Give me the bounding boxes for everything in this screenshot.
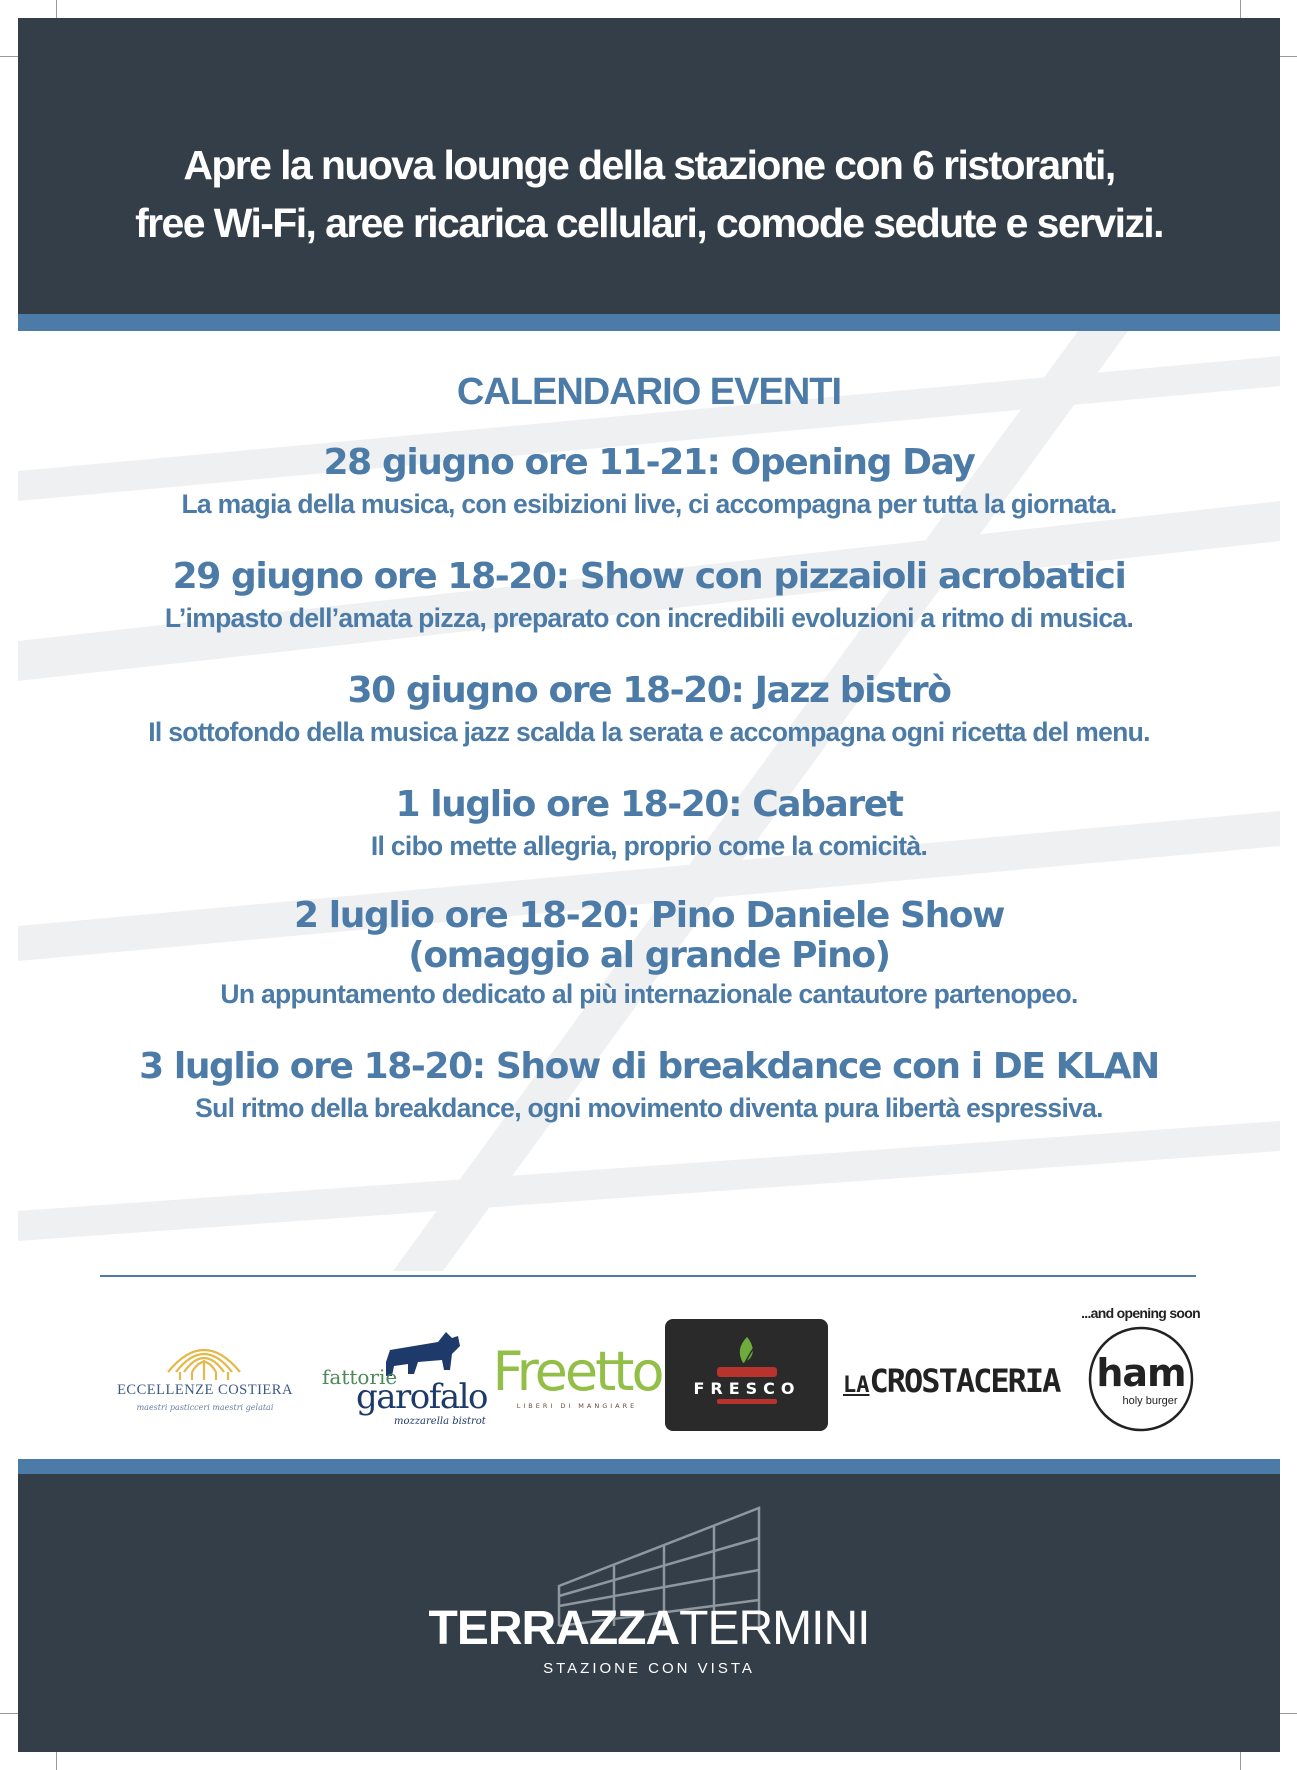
brand-name	[18, 1604, 1280, 1654]
brand-tagline: STAZIONE CON VISTA	[543, 1660, 755, 1677]
headline-line-1: Apre la nuova lounge della stazione con 6 ristoranti,	[183, 142, 1115, 188]
eccellenze-name: ECCELLENZE COSTIERA	[117, 1382, 293, 1398]
event-description: Un appuntamento dedicato al più internazionale cantautore partenopeo.	[220, 979, 1078, 1009]
crostaceria-la: LA	[843, 1373, 870, 1398]
headline-line-2: free Wi-Fi, aree ricarica cellulari, comode sedute e servizi.	[135, 200, 1163, 246]
restaurant-logos	[0, 1310, 1297, 1450]
separator-line	[100, 1275, 1196, 1277]
brand-name-bold: TERRAZZA	[428, 1602, 680, 1655]
fattorie-garofalo-logo	[318, 1320, 493, 1430]
event-item	[18, 554, 1280, 636]
freetto-name: Freetto	[492, 1340, 662, 1403]
event-title: 1 luglio ore 18-20: Cabaret	[395, 784, 903, 825]
event-title	[18, 896, 1280, 976]
fresco-logo	[665, 1319, 828, 1431]
event-title: 3 luglio ore 18-20: Show di breakdance con i DE KLAN	[139, 1046, 1159, 1087]
opening-soon-label: ...and opening soon	[1081, 1305, 1200, 1321]
event-title-line-1: 2 luglio ore 18-20: Pino Daniele Show	[294, 895, 1004, 936]
event-item	[18, 668, 1280, 750]
event-title-line-2: (omaggio al grande Pino)	[408, 935, 890, 976]
header-stripe	[18, 314, 1280, 331]
event-item	[18, 440, 1280, 522]
ham-holy-burger-logo	[1086, 1324, 1196, 1434]
event-description: La magia della musica, con esibizioni live, ci accompagna per tutta la giornata.	[181, 489, 1117, 519]
event-title: 30 giugno ore 18-20: Jazz bistrò	[347, 670, 951, 711]
event-title: 28 giugno ore 11-21: Opening Day	[323, 442, 975, 483]
event-calendar	[18, 370, 1280, 1158]
event-item	[18, 782, 1280, 864]
event-description: Sul ritmo della breakdance, ogni movimento diventa pura libertà espressiva.	[195, 1093, 1103, 1123]
event-item	[18, 896, 1280, 1012]
garofalo-top: fattorie	[322, 1365, 398, 1389]
calendar-heading: CALENDARIO EVENTI	[456, 371, 842, 413]
eccellenze-tagline: maestri pasticceri maestri gelatai	[136, 1403, 274, 1412]
ham-sub: holy burger	[1122, 1395, 1178, 1407]
freetto-sub: LIBERI DI MANGIARE	[516, 1402, 638, 1410]
garofalo-sub: mozzarella bistrot	[394, 1416, 486, 1427]
event-description: L’impasto dell’amata pizza, preparato con incredibili evoluzioni a ritmo di musica.	[164, 603, 1134, 633]
headline	[18, 136, 1280, 252]
la-crostaceria-logo	[843, 1362, 1059, 1400]
crostaceria-name: CROSTACERIA	[869, 1362, 1060, 1400]
footer-stripe	[18, 1459, 1280, 1474]
freetto-logo	[492, 1334, 662, 1419]
footer-band	[18, 1474, 1280, 1752]
event-description: Il cibo mette allegria, proprio come la comicità.	[370, 831, 928, 861]
eccellenze-costiera-logo	[100, 1330, 310, 1420]
terrazza-termini-brand	[18, 1604, 1280, 1677]
brand-name-light: TERMINI	[679, 1602, 870, 1655]
header-band	[18, 18, 1280, 314]
fresco-name: FRESCO	[693, 1379, 801, 1398]
garofalo-name: garofalo	[356, 1377, 487, 1417]
event-item	[18, 1044, 1280, 1126]
event-description: Il sottofondo della musica jazz scalda la serata e accompagna ogni ricetta del menu.	[148, 717, 1150, 747]
event-title: 29 giugno ore 18-20: Show con pizzaioli acrobatici	[172, 556, 1126, 597]
ham-name: ham	[1096, 1351, 1186, 1395]
